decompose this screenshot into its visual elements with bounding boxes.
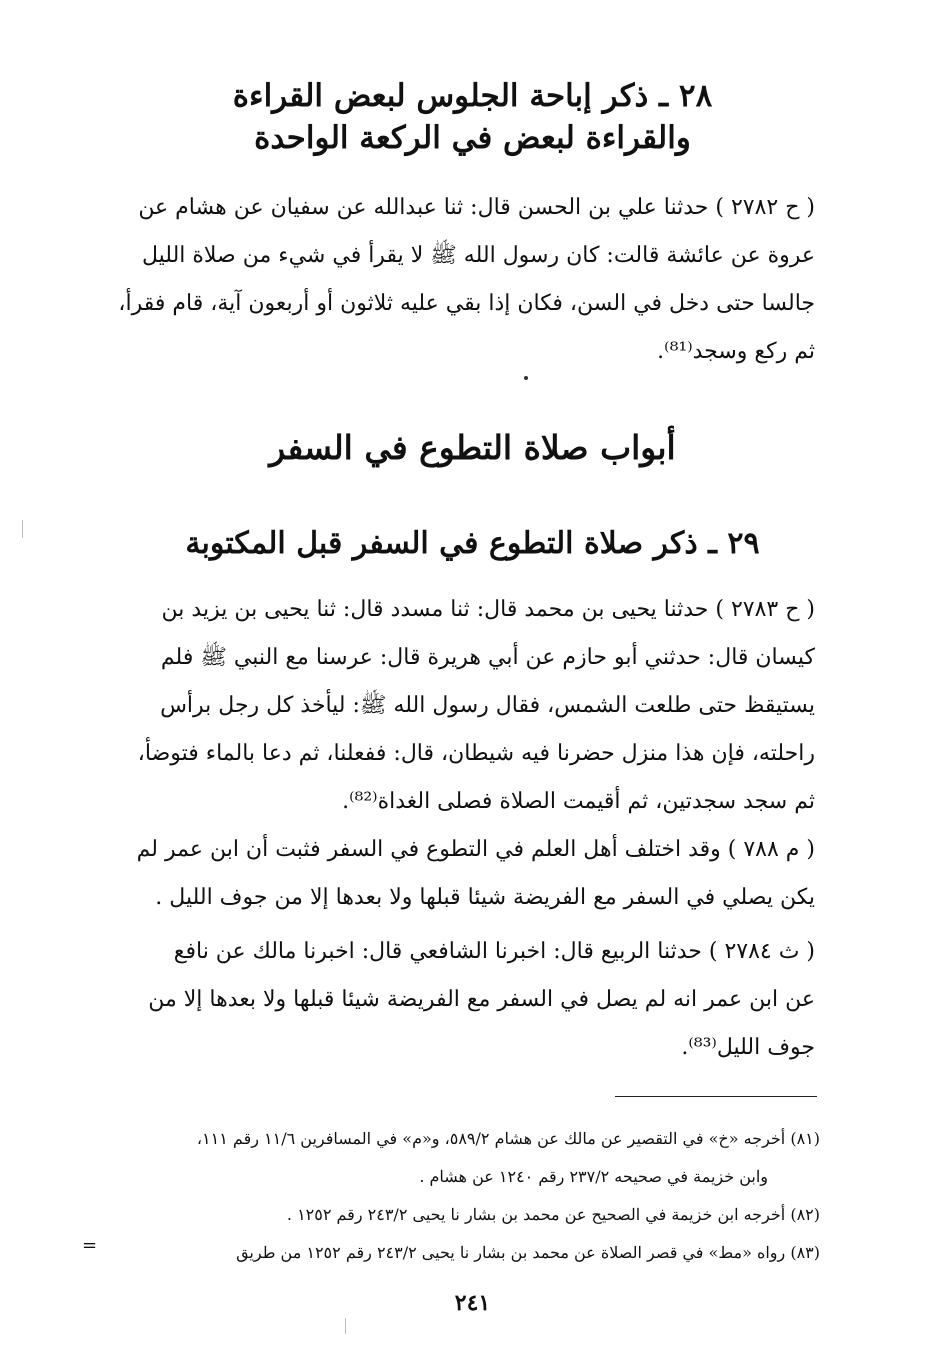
chapter-title: أبواب صلاة التطوع في السفر [269, 428, 676, 467]
scan-artifact [22, 520, 23, 538]
paragraph-2782 [118, 184, 815, 376]
paragraph-788 [125, 826, 815, 922]
footnotes [80, 1120, 820, 1272]
page-number: ٢٤١ [454, 1290, 491, 1316]
paragraph-2783 [125, 586, 815, 826]
footnote-83: (٨٣) رواه «مط» في قصر الصلاة عن محمد بن بشار نا يحيى ٢٤٣/٢ رقم ١٢٥٢ من طريق [236, 1243, 820, 1262]
footnote-81-continued: وابن خزيمة في صحيحه ٢٣٧/٢ رقم ١٢٤٠ عن هشام . [419, 1167, 768, 1186]
paragraph-line: ( ح ٢٧٨٢ ) حدثنا علي بن الحسن قال: ثنا عبدالله عن سفيان عن هشام عن [138, 195, 815, 220]
speck-mark [524, 376, 528, 380]
paragraph-line: كيسان قال: حدثني أبو حازم عن أبي هريرة قال: عرسنا مع النبي ﷺ فلم [160, 645, 815, 670]
paragraph-line: جالسا حتى دخل في السن، فكان إذا بقي عليه ثلاثون أو أربعون آية، قام فقرأ، [118, 291, 815, 316]
paragraph-line: يستيقظ حتى طلعت الشمس، فقال رسول الله ﷺ: ليأخذ كل رجل برأس [160, 693, 815, 718]
footnote-81: (٨١) أخرجه «خ» في التقصير عن مالك عن هشام ٥٨٩/٢، و«م» في المسافرين ١١/٦ رقم ١١١، [196, 1129, 820, 1148]
section-29-title: ٢٩ ـ ذكر صلاة التطوع في السفر قبل المكتوبة [185, 526, 760, 561]
scan-artifact [345, 1318, 346, 1334]
paragraph-line: راحلته، فإن هذا منزل حضرنا فيه شيطان، قال: ففعلنا، ثم دعا بالماء فتوضأ، [137, 741, 815, 766]
paragraph-line: عروة عن عائشة قالت: كان رسول الله ﷺ لا يقرأ في شيء من صلاة الليل [142, 243, 815, 268]
paragraph-line: جوف الليل⁽⁸³⁾. [681, 1035, 815, 1060]
paragraph-line: ( ث ٢٧٨٤ ) حدثنا الربيع قال: اخبرنا الشافعي قال: اخبرنا مالك عن نافع [173, 939, 815, 964]
section-28-title-line1: ٢٨ ـ ذكر إباحة الجلوس لبعض القراءة [232, 78, 713, 114]
continuation-mark: = [82, 1235, 98, 1256]
paragraph-line: يكن يصلي في السفر مع الفريضة شيئا قبلها ولا بعدها إلا من جوف الليل . [155, 885, 815, 910]
paragraph-line: ( م ٧٨٨ ) وقد اختلف أهل العلم في التطوع في السفر فثبت أن ابن عمر لم [136, 837, 815, 862]
footnote-divider [615, 1096, 817, 1097]
footnote-82: (٨٢) أخرجه ابن خزيمة في الصحيح عن محمد بن بشار نا يحيى ٢٤٣/٢ رقم ١٢٥٢ . [286, 1205, 820, 1224]
paragraph-line: ( ح ٢٧٨٣ ) حدثنا يحيى بن محمد قال: ثنا مسدد قال: ثنا يحيى بن يزيد بن [161, 597, 815, 622]
paragraph-2784 [125, 928, 815, 1072]
paragraph-line: ثم ركع وسجد⁽⁸¹⁾. [657, 339, 815, 364]
paragraph-line: عن ابن عمر انه لم يصل في السفر مع الفريضة شيئا قبلها ولا بعدها إلا من [148, 987, 815, 1012]
paragraph-line: ثم سجد سجدتين، ثم أقيمت الصلاة فصلى الغداة⁽⁸²⁾. [342, 789, 815, 814]
section-28-title-line2: والقراءة لبعض في الركعة الواحدة [254, 120, 691, 156]
